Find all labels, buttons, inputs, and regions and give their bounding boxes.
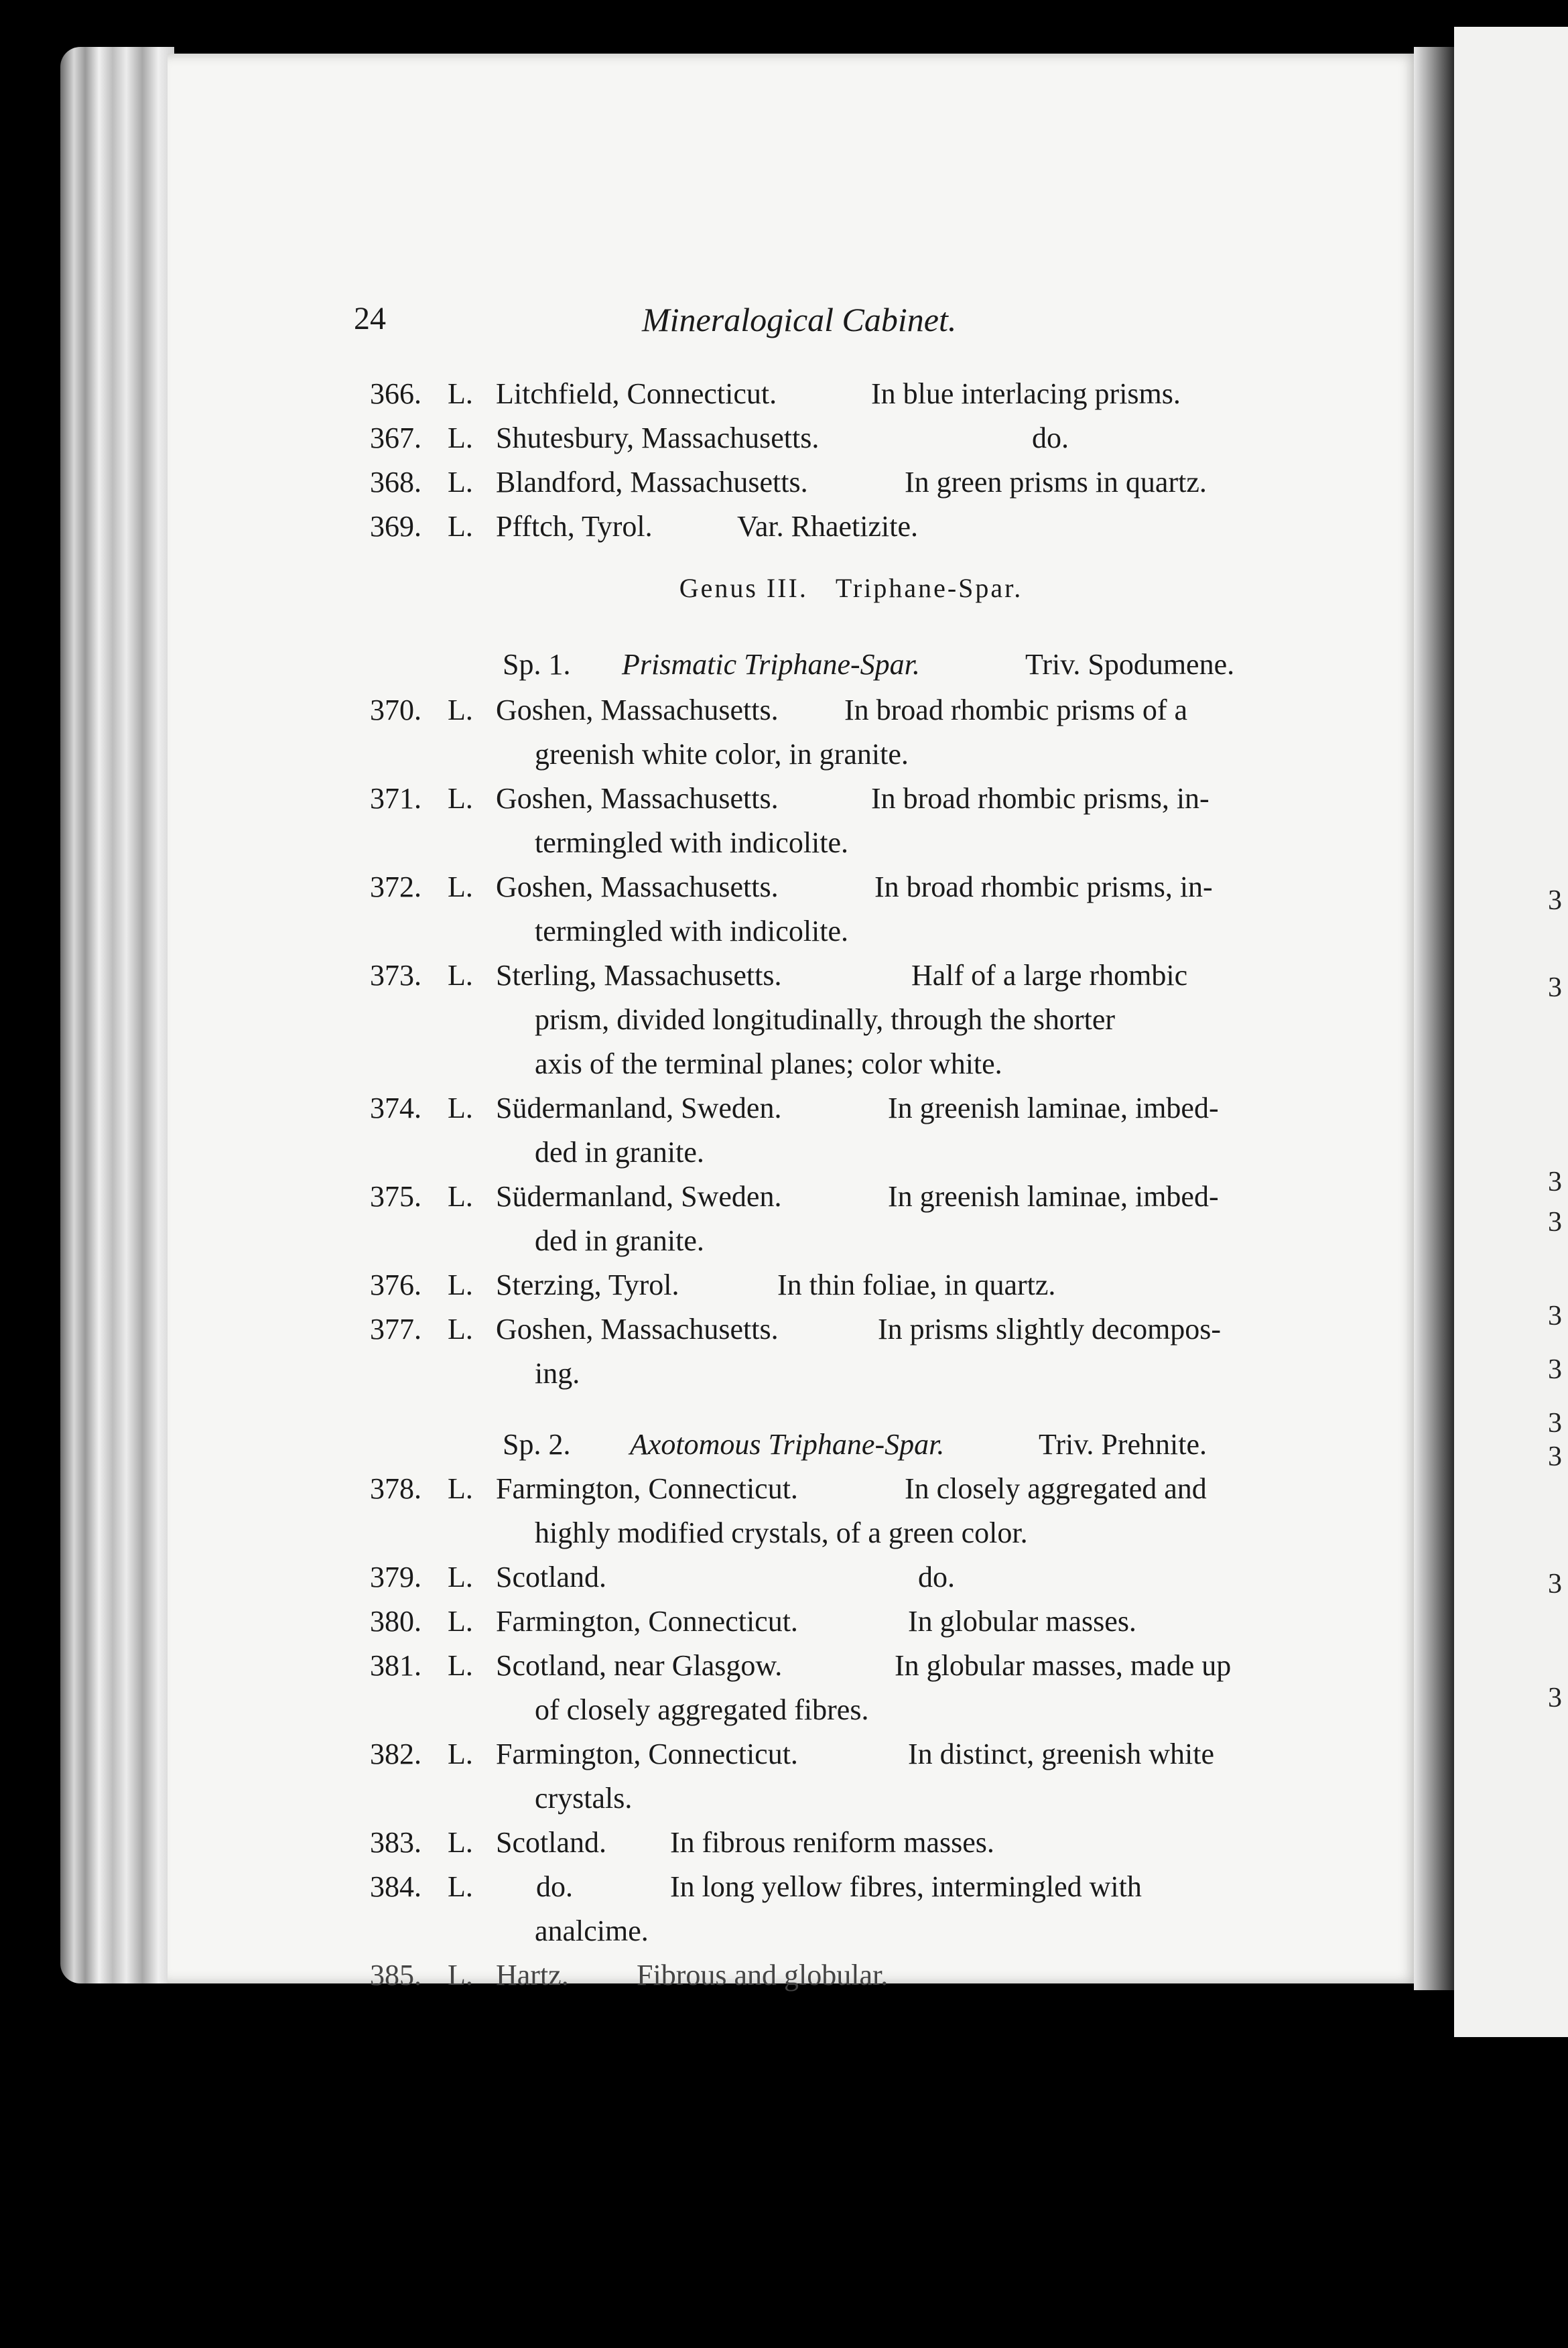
entry-description: In broad rhombic prisms of a bbox=[844, 694, 1187, 726]
entry-description: do. bbox=[1032, 421, 1069, 454]
entry-location: Goshen, Massachusetts. bbox=[496, 1313, 779, 1346]
entry-line bbox=[362, 505, 1313, 549]
entry-letter: L. bbox=[448, 1649, 473, 1682]
entry-line bbox=[362, 1865, 1313, 1909]
genus-name: Triphane-Spar. bbox=[835, 573, 1023, 603]
entry-location: Pfftch, Tyrol. bbox=[496, 510, 653, 543]
entry-description: In thin foliae, in quartz. bbox=[777, 1268, 1056, 1301]
species-heading bbox=[362, 1423, 1313, 1467]
species-number: Sp. 1. bbox=[503, 648, 571, 681]
entry-line bbox=[362, 1821, 1313, 1865]
entry-letter: L. bbox=[448, 1472, 473, 1505]
entry-number: 377. bbox=[370, 1313, 421, 1346]
entry-description: In greenish laminae, imbed- bbox=[888, 1092, 1219, 1124]
entry-description: In closely aggregated and bbox=[905, 1472, 1207, 1505]
entry-letter: L. bbox=[448, 1180, 473, 1213]
species-number: Sp. 2. bbox=[503, 1428, 571, 1461]
entry-description: In broad rhombic prisms, in- bbox=[871, 782, 1210, 815]
running-head bbox=[354, 300, 1305, 347]
facing-page-text: 3 bbox=[1548, 1354, 1562, 1385]
entry-number: 371. bbox=[370, 782, 421, 815]
entry-letter: L. bbox=[448, 870, 473, 903]
entry-letter: L. bbox=[448, 1870, 473, 1903]
entry-number: 376. bbox=[370, 1268, 421, 1301]
species-heading bbox=[362, 628, 1313, 688]
entry-location: Südermanland, Sweden. bbox=[496, 1180, 782, 1213]
entry-location: Goshen, Massachusetts. bbox=[496, 782, 779, 815]
entry-continuation bbox=[362, 1352, 1313, 1396]
facing-page-text: 3 bbox=[1548, 1683, 1562, 1713]
facing-page-text: 3 bbox=[1548, 1569, 1562, 1600]
entry-number: 380. bbox=[370, 1605, 421, 1638]
entry-line bbox=[362, 954, 1313, 998]
entry-continuation bbox=[362, 1909, 1313, 1953]
running-title: Mineralogical Cabinet. bbox=[642, 301, 957, 338]
entry-letter: L. bbox=[448, 959, 473, 992]
entry-line bbox=[362, 460, 1313, 505]
entry-continuation-text: ded in granite. bbox=[535, 1136, 704, 1169]
entry-letter: L. bbox=[448, 1268, 473, 1301]
entry-number: 369. bbox=[370, 510, 421, 543]
entry-location: Sterzing, Tyrol. bbox=[496, 1268, 679, 1301]
entry-number: 368. bbox=[370, 466, 421, 499]
entry-line bbox=[362, 1467, 1313, 1511]
entry-continuation-text: prism, divided longitudinally, through the shorter bbox=[535, 1003, 1116, 1036]
book-fore-edge bbox=[60, 47, 174, 1983]
entry-line bbox=[362, 416, 1313, 460]
page-number: 24 bbox=[354, 301, 386, 336]
entry-location: Sterling, Massachusetts. bbox=[496, 959, 782, 992]
entry-location: Litchfield, Connecticut. bbox=[496, 377, 777, 410]
entry-location: Scotland, near Glasgow. bbox=[496, 1649, 783, 1682]
facing-page-fragment bbox=[1454, 27, 1568, 2037]
entry-letter: L. bbox=[448, 1605, 473, 1638]
entry-location: Scotland. bbox=[496, 1826, 606, 1859]
catalogue-entries bbox=[362, 372, 1313, 1998]
species-trivial-name: Triv. Prehnite. bbox=[1039, 1428, 1207, 1461]
entry-continuation-text: crystals. bbox=[535, 1782, 633, 1815]
entry-continuation bbox=[362, 1219, 1313, 1263]
entry-number: 370. bbox=[370, 694, 421, 726]
entry-description: In long yellow fibres, intermingled with bbox=[670, 1870, 1142, 1903]
entry-continuation-text: ded in granite. bbox=[535, 1224, 704, 1257]
entry-letter: L. bbox=[448, 782, 473, 815]
facing-page-text: 3 bbox=[1548, 1167, 1562, 1197]
entry-continuation-text: termingled with indicolite. bbox=[535, 826, 849, 859]
facing-page-text: 3 bbox=[1548, 885, 1562, 916]
entry-location: Blandford, Massachusetts. bbox=[496, 466, 808, 499]
entry-number: 375. bbox=[370, 1180, 421, 1213]
section-spacer bbox=[362, 1396, 1313, 1423]
entry-description: In blue interlacing prisms. bbox=[871, 377, 1181, 410]
entry-letter: L. bbox=[448, 377, 473, 410]
entry-continuation bbox=[362, 1511, 1313, 1555]
entry-line bbox=[362, 1953, 1313, 1998]
entry-location: Goshen, Massachusetts. bbox=[496, 694, 779, 726]
entry-continuation-text: analcime. bbox=[535, 1914, 649, 1947]
entry-letter: L. bbox=[448, 1561, 473, 1593]
entry-continuation bbox=[362, 1042, 1313, 1086]
entry-location: Hartz. bbox=[496, 1959, 569, 1992]
entry-letter: L. bbox=[448, 694, 473, 726]
entry-continuation-text: axis of the terminal planes; color white. bbox=[535, 1047, 1002, 1080]
entry-number: 385. bbox=[370, 1959, 421, 1992]
facing-page-text: 3 bbox=[1548, 1441, 1562, 1472]
entry-description: In globular masses. bbox=[908, 1605, 1136, 1638]
entry-number: 379. bbox=[370, 1561, 421, 1593]
entry-location: Goshen, Massachusetts. bbox=[496, 870, 779, 903]
entry-line bbox=[362, 1263, 1313, 1307]
entry-continuation bbox=[362, 909, 1313, 954]
entry-location: Farmington, Connecticut. bbox=[496, 1472, 798, 1505]
entry-line bbox=[362, 688, 1313, 732]
entry-number: 372. bbox=[370, 870, 421, 903]
entry-description: In globular masses, made up bbox=[895, 1649, 1232, 1682]
entry-number: 373. bbox=[370, 959, 421, 992]
entry-number: 381. bbox=[370, 1649, 421, 1682]
book-gutter bbox=[1414, 47, 1454, 1990]
entry-line bbox=[362, 372, 1313, 416]
entry-line bbox=[362, 1175, 1313, 1219]
entry-description: Half of a large rhombic bbox=[911, 959, 1188, 992]
facing-page-text: 3 bbox=[1548, 1301, 1562, 1331]
entry-location: Südermanland, Sweden. bbox=[496, 1092, 782, 1124]
entry-letter: L. bbox=[448, 1738, 473, 1770]
entry-number: 383. bbox=[370, 1826, 421, 1859]
entry-line bbox=[362, 1307, 1313, 1352]
species-name: Axotomous Triphane-Spar. bbox=[630, 1428, 945, 1461]
entry-description: In distinct, greenish white bbox=[908, 1738, 1215, 1770]
entry-number: 374. bbox=[370, 1092, 421, 1124]
entry-line bbox=[362, 1086, 1313, 1130]
genus-label: Genus III. bbox=[679, 573, 808, 603]
entry-number: 378. bbox=[370, 1472, 421, 1505]
entry-line bbox=[362, 1600, 1313, 1644]
entry-continuation-text: greenish white color, in granite. bbox=[535, 738, 909, 771]
entry-description: In green prisms in quartz. bbox=[905, 466, 1207, 499]
entry-number: 382. bbox=[370, 1738, 421, 1770]
entry-location: Farmington, Connecticut. bbox=[496, 1605, 798, 1638]
entry-letter: L. bbox=[448, 1092, 473, 1124]
entry-line bbox=[362, 1732, 1313, 1776]
entry-description: Fibrous and globular. bbox=[637, 1959, 889, 1992]
entry-continuation bbox=[362, 998, 1313, 1042]
facing-page-text: 3 bbox=[1548, 1207, 1562, 1238]
entry-continuation bbox=[362, 821, 1313, 865]
entry-letter: L. bbox=[448, 1826, 473, 1859]
entry-location: Shutesbury, Massachusetts. bbox=[496, 421, 820, 454]
entry-letter: L. bbox=[448, 1959, 473, 1992]
entry-description: Var. Rhaetizite. bbox=[737, 510, 919, 543]
entry-continuation bbox=[362, 1688, 1313, 1732]
entry-number: 366. bbox=[370, 377, 421, 410]
facing-page-text: 3 bbox=[1548, 972, 1562, 1003]
entry-letter: L. bbox=[448, 1313, 473, 1346]
species-name: Prismatic Triphane-Spar. bbox=[622, 648, 920, 681]
entry-continuation bbox=[362, 732, 1313, 777]
entry-description: In prisms slightly decompos- bbox=[878, 1313, 1222, 1346]
entry-letter: L. bbox=[448, 466, 473, 499]
entry-continuation-text: of closely aggregated fibres. bbox=[535, 1693, 869, 1726]
entry-description: In greenish laminae, imbed- bbox=[888, 1180, 1219, 1213]
entry-continuation bbox=[362, 1130, 1313, 1175]
entry-continuation-text: highly modified crystals, of a green color. bbox=[535, 1516, 1028, 1549]
entry-letter: L. bbox=[448, 421, 473, 454]
species-trivial-name: Triv. Spodumene. bbox=[1025, 648, 1235, 681]
entry-location: Farmington, Connecticut. bbox=[496, 1738, 798, 1770]
entry-description: do. bbox=[918, 1561, 955, 1593]
entry-number: 367. bbox=[370, 421, 421, 454]
entry-number: 384. bbox=[370, 1870, 421, 1903]
entry-continuation bbox=[362, 1776, 1313, 1821]
genus-heading bbox=[362, 549, 1313, 628]
entry-line bbox=[362, 865, 1313, 909]
entry-continuation-text: ing. bbox=[535, 1357, 580, 1390]
entry-line bbox=[362, 777, 1313, 821]
facing-page-text: 3 bbox=[1548, 1408, 1562, 1439]
entry-letter: L. bbox=[448, 510, 473, 543]
entry-location: Scotland. bbox=[496, 1561, 606, 1593]
entry-description: In fibrous reniform masses. bbox=[670, 1826, 994, 1859]
entry-description: In broad rhombic prisms, in- bbox=[874, 870, 1213, 903]
entry-line bbox=[362, 1644, 1313, 1688]
entry-continuation-text: termingled with indicolite. bbox=[535, 915, 849, 948]
entry-location: do. bbox=[536, 1870, 573, 1903]
entry-line bbox=[362, 1555, 1313, 1600]
